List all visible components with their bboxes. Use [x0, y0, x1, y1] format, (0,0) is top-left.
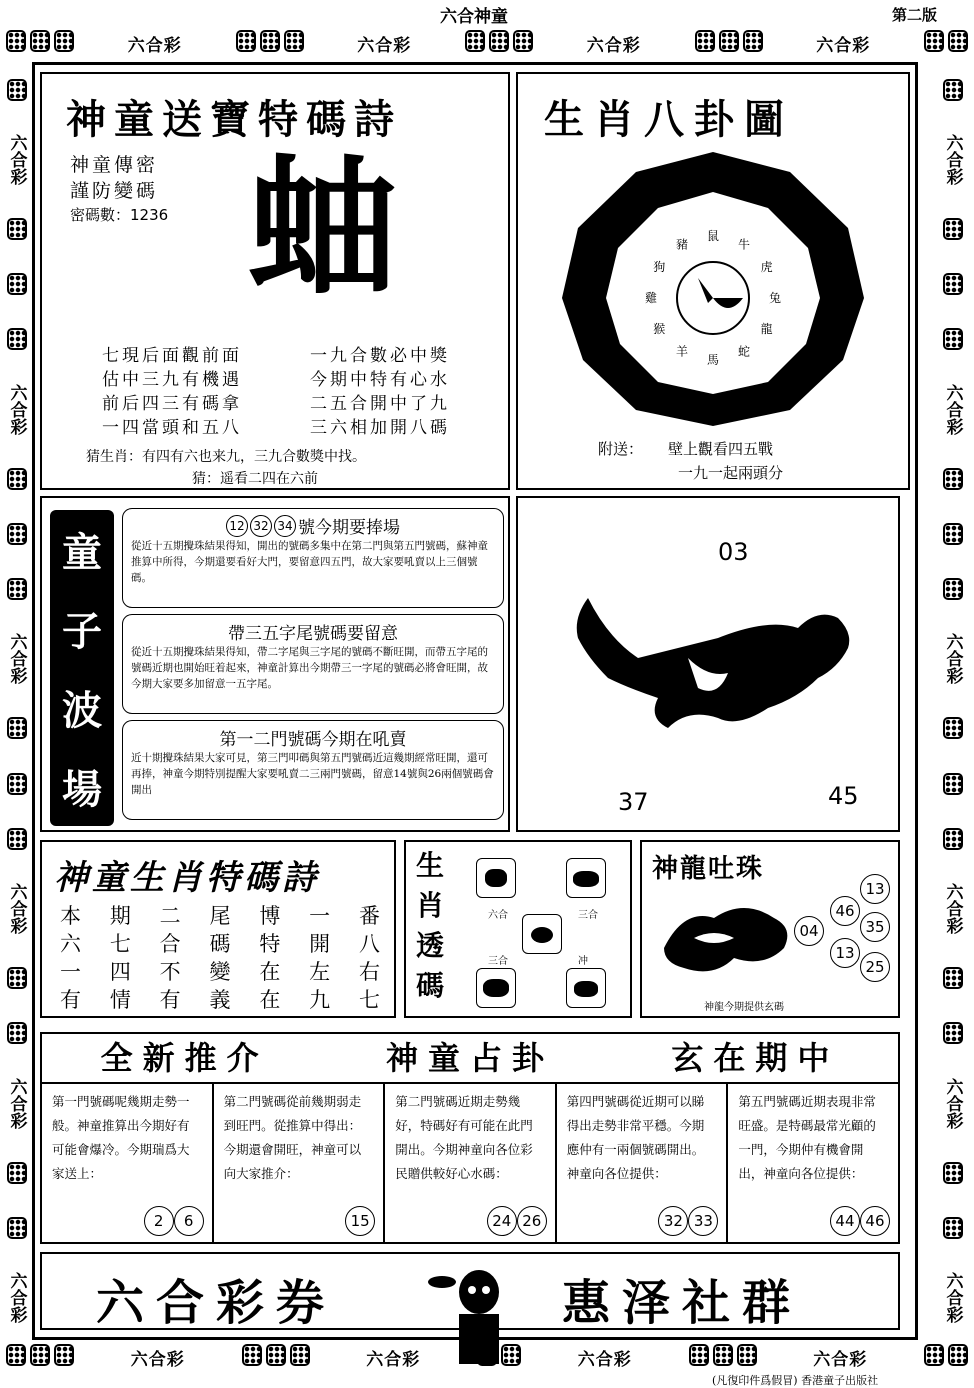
number-ball: 46	[860, 1206, 890, 1236]
border-label: 六合彩	[130, 1349, 185, 1370]
zodiac-bagua-panel	[516, 72, 910, 490]
footer-right: 惠泽社群	[562, 1275, 803, 1331]
number-label: 45	[828, 782, 859, 810]
poem-line: 二五合開中了九	[310, 394, 450, 414]
poem-char: 合	[159, 932, 181, 956]
number-ball: 24	[487, 1206, 517, 1236]
border-label: 六合彩	[6, 883, 27, 935]
border-label: 六合彩	[942, 133, 963, 185]
secret-poem-panel	[40, 72, 510, 490]
panel-title: 生肖八卦圖	[544, 96, 794, 143]
poem-char: 八	[358, 932, 380, 956]
zodiac-label: 羊	[675, 344, 689, 359]
number-ball: 32	[658, 1206, 688, 1236]
zodiac-tile	[476, 968, 516, 1008]
number-ball: 32	[250, 515, 272, 537]
number-ball: 04	[794, 916, 824, 946]
zodiac-label: 鼠	[706, 229, 720, 243]
border-label: 六合彩	[6, 1272, 27, 1324]
relation-label: 三合	[578, 910, 598, 921]
number-ball: 2	[144, 1206, 174, 1236]
poem-grid	[60, 902, 380, 1014]
block-heading: 帶三五字尾號碼要留意	[228, 624, 398, 644]
boy-wave-panel	[40, 496, 510, 832]
subtitle: 謹防變碼	[70, 180, 159, 202]
poem-char: 左	[309, 960, 331, 984]
panel-title: 神童生肖特碼詩	[54, 858, 320, 898]
block-heading: 號今期要捧場	[298, 518, 400, 538]
boy-mascot	[424, 1262, 534, 1382]
code-number: 密碼數：1236	[70, 206, 169, 224]
poem-line: 三六相加開八碼	[310, 418, 450, 438]
border-label: 六合彩	[6, 633, 27, 685]
zodiac-label: 猴	[653, 322, 666, 336]
number-ball: 6	[174, 1206, 204, 1236]
title-char: 生	[416, 849, 445, 882]
column-text: 第二門號碼近期走勢幾好，特碼好有可能在此門開出。今期神童向各位彩民贈供較好心水碼：	[395, 1094, 533, 1181]
poem-char: 番	[358, 904, 380, 928]
title-char: 子	[62, 609, 102, 655]
poem-char: 在	[259, 988, 281, 1012]
title-char: 透	[416, 929, 445, 962]
poem-char: 特	[259, 932, 281, 956]
title-char: 肖	[416, 889, 445, 922]
info-block	[122, 614, 504, 714]
poem-char: 變	[209, 960, 231, 984]
bagua-diagram	[558, 148, 868, 428]
border-label: 六合彩	[6, 133, 27, 185]
column-numbers	[830, 1206, 890, 1236]
relation-label: 冲	[578, 956, 588, 967]
zodiac-tile	[476, 858, 516, 898]
zodiac-see-panel	[404, 840, 632, 1018]
title-char: 童	[62, 530, 102, 576]
column-numbers	[487, 1206, 547, 1236]
poem-line: 七現后面觀前面	[102, 346, 242, 366]
border-label: 六合彩	[816, 35, 871, 56]
title-char: 波	[62, 688, 102, 734]
poem-line: 估中三九有機遇	[102, 370, 242, 390]
divination-column	[214, 1084, 386, 1242]
zodiac-tile	[566, 858, 606, 898]
border-label: 六合彩	[942, 383, 963, 435]
number-ball: 12	[226, 515, 248, 537]
border-label: 六合彩	[6, 383, 27, 435]
divination-column	[728, 1084, 898, 1242]
column-numbers	[345, 1206, 375, 1236]
subtitle: 神童傳密	[70, 154, 159, 176]
guess-line: 猜生肖：有四有六也来九，三九合數獎中找。	[86, 449, 366, 465]
dragon-illustration	[654, 888, 804, 988]
headline: 神童占卦	[385, 1039, 554, 1077]
number-ball: 34	[274, 515, 296, 537]
info-block	[122, 508, 504, 608]
poem-row	[60, 930, 380, 958]
poem-char: 尾	[209, 904, 231, 928]
zodiac-label: 牛	[737, 237, 751, 252]
poem-char: 義	[209, 988, 231, 1012]
footer-left: 六合彩券	[96, 1275, 337, 1331]
number-ball: 44	[830, 1206, 860, 1236]
left-border-strip	[4, 62, 30, 1340]
zodiac-label: 雞	[644, 291, 658, 305]
zodiac-label: 兔	[768, 291, 782, 305]
poem-row	[60, 986, 380, 1014]
border-label: 六合彩	[942, 1272, 963, 1324]
border-label: 六合彩	[366, 1349, 421, 1370]
dragon-caption: 神龍今期提供玄碼	[704, 1002, 784, 1013]
poem-line: 一四當頭和五八	[102, 418, 242, 438]
info-block	[122, 720, 504, 820]
divination-columns	[42, 1082, 898, 1242]
poem-row	[60, 902, 380, 930]
poem-char: 碼	[209, 932, 231, 956]
border-label: 六合彩	[586, 35, 641, 56]
divination-column	[385, 1084, 557, 1242]
number-ball: 35	[860, 912, 890, 942]
number-ball: 26	[517, 1206, 547, 1236]
title-char: 場	[62, 767, 102, 813]
zodiac-label: 馬	[706, 353, 720, 367]
guess-line: 猜：遥看二四在六前	[192, 471, 318, 487]
dog-illustration	[568, 578, 868, 738]
block-body: 從近十五期攪珠結果得知，開出的號碼多集中在第二門與第五門號碼，蘇神童推算中所得，今期還要看好大門，要留意四五門，故大家要吼賣以上三個號碼。	[131, 540, 488, 584]
column-text: 第二門號碼從前幾期弱走到旺門。從推算中得出：今期還會開旺，神童可以向大家推介：	[223, 1094, 362, 1181]
header-title: 六合神童	[440, 7, 508, 27]
relation-label: 三合	[488, 956, 508, 967]
poem-row	[60, 958, 380, 986]
poem-left	[102, 344, 242, 440]
zodiac-tile	[522, 914, 562, 954]
zodiac-label: 蛇	[737, 344, 751, 359]
poem-char: 二	[159, 904, 181, 928]
poem-char: 七	[358, 988, 380, 1012]
title-char: 碼	[416, 969, 445, 1002]
poem-char: 有	[159, 988, 181, 1012]
poem-char: 六	[60, 932, 81, 956]
column-text: 第五門號碼近期表現非常旺盛。是特碼最常光顧的一門，今期仲有機會開出，神童向各位提供：	[738, 1094, 876, 1181]
border-label: 六合彩	[127, 35, 182, 56]
zodiac-label: 虎	[760, 260, 773, 274]
extra-line: 壁上觀看四五戰	[668, 440, 774, 458]
column-numbers	[144, 1206, 204, 1236]
dragon-pearl-panel	[640, 840, 900, 1018]
poem-char: 期	[109, 904, 131, 928]
column-text: 第一門號碼呢幾期走勢一般。神童推算出今期好有可能會爆冷。今期瑞爲大家送上：	[52, 1094, 190, 1181]
border-label: 六合彩	[942, 883, 963, 935]
panel-title: 神童送寶特碼詩	[66, 96, 402, 143]
poem-line: 前后四三有碼拿	[102, 394, 242, 414]
zodiac-label: 狗	[653, 260, 666, 274]
number-ball: 33	[688, 1206, 718, 1236]
number-ball: 46	[830, 896, 860, 926]
border-label: 六合彩	[357, 35, 412, 56]
border-label: 六合彩	[942, 633, 963, 685]
vertical-title-box	[50, 510, 114, 826]
poem-char: 情	[109, 988, 131, 1012]
border-label: 六合彩	[942, 1077, 963, 1129]
column-numbers	[658, 1206, 718, 1236]
number-ball: 25	[860, 952, 890, 982]
divination-column	[42, 1084, 214, 1242]
headline: 全新推介	[100, 1039, 269, 1077]
credit-line: (凡復印件爲假冒) 香港童子出版社	[712, 1374, 879, 1387]
number-ball: 15	[345, 1206, 375, 1236]
poem-char: 有	[60, 988, 81, 1012]
extra-line: 一九一起兩頭分	[678, 464, 784, 482]
poem-char: 在	[259, 960, 281, 984]
block-body: 近十期攪珠結果大家可見，第三門叩碼與第五門號碼近這幾期經常旺開，還可再捧，神童今期特別提醒大家要吼賣二三兩門號碼，留意14號與26兩個號碼會開出	[131, 752, 494, 796]
vertical-title	[416, 846, 444, 1006]
divination-panel	[40, 1032, 900, 1244]
divination-header	[42, 1034, 898, 1078]
poem-char: 不	[159, 960, 181, 984]
zodiac-label: 豬	[675, 237, 689, 252]
poem-char: 九	[309, 988, 331, 1012]
poem-char: 本	[60, 904, 81, 928]
number-label: 03	[718, 538, 749, 566]
column-text: 第四門號碼從近期可以睇得出走勢非常平穩。今期應仲有一兩個號碼開出。神童向各位提供：	[566, 1094, 705, 1181]
number-ball: 13	[860, 874, 890, 904]
poem-line: 一九合數必中獎	[310, 346, 450, 366]
border-label: 六合彩	[813, 1349, 868, 1370]
number-ball: 13	[830, 938, 860, 968]
poem-line: 今期中特有心水	[310, 370, 450, 390]
block-heading: 第一二門號碼今期在吼賣	[219, 730, 407, 750]
poem-right	[310, 344, 450, 440]
border-label: 六合彩	[6, 1077, 27, 1129]
extra-label: 附送：	[598, 440, 644, 458]
zodiac-tile	[566, 968, 606, 1008]
number-label: 37	[618, 788, 649, 816]
poem-char: 開	[309, 932, 331, 956]
poem-char: 七	[109, 932, 131, 956]
poem-char: 一	[60, 960, 81, 984]
border-label: 六合彩	[577, 1349, 632, 1370]
poem-char: 博	[259, 904, 281, 928]
poem-char: 右	[358, 960, 380, 984]
panel-title: 神龍吐珠	[652, 854, 765, 884]
top-border-strip	[4, 26, 970, 60]
block-body: 從近十五期攪珠結果得知，帶二字尾與三字尾的號碼不斷旺開，而帶五字尾的號碼近期也開始旺着起來，神童計算出今期帶三一字尾的號碼必將會旺開，故今期大家要多加留意一五字尾。	[131, 646, 488, 690]
dog-image-panel	[516, 496, 900, 832]
poem-char: 四	[109, 960, 131, 984]
zodiac-poem-panel	[40, 840, 396, 1018]
divination-column	[557, 1084, 729, 1242]
headline: 玄在期中	[671, 1039, 840, 1077]
edition-label: 第二版	[892, 6, 938, 24]
zodiac-label: 龍	[760, 322, 773, 336]
right-border-strip	[940, 62, 966, 1340]
big-character: 蚰	[248, 142, 399, 316]
relation-label: 六合	[488, 910, 508, 921]
poem-char: 一	[309, 904, 331, 928]
